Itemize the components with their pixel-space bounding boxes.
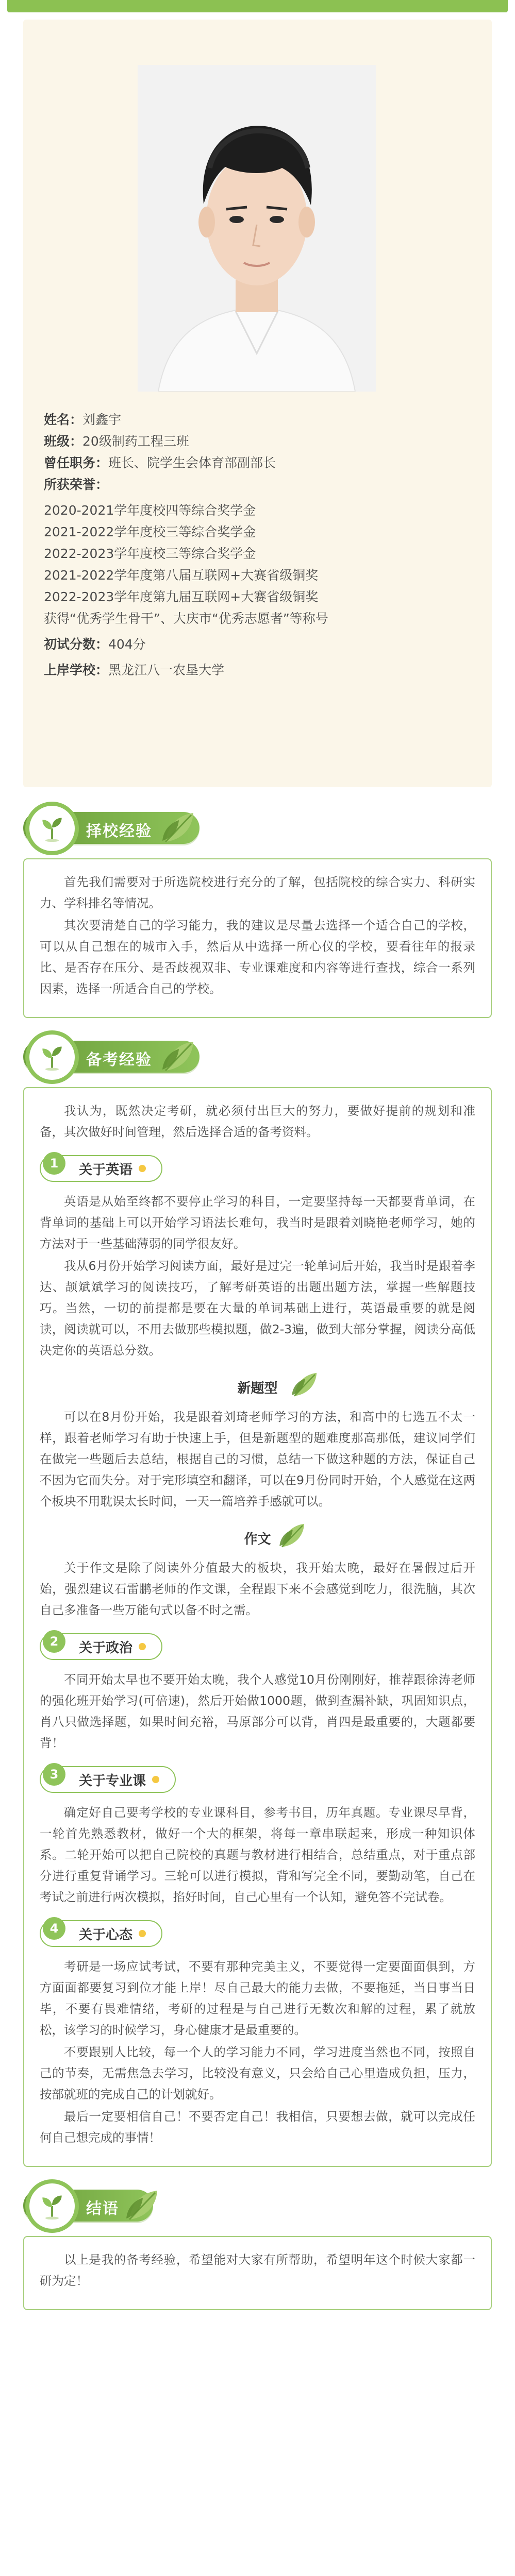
profile-class-row	[44, 431, 471, 452]
leaf-icon	[290, 1370, 319, 1399]
subsection-english	[40, 1150, 475, 1191]
section-title: 备考经验	[86, 1051, 152, 1069]
school-label: 上岸学校：	[44, 663, 109, 677]
paragraph: 以上是我的备考经验，希望能对大家有所帮助，希望明年这个时候大家都一研为定！	[40, 2252, 475, 2288]
subsection-major	[40, 1761, 475, 1802]
profile-score-row	[44, 634, 471, 655]
paragraph: 首先我们需要对于所选院校进行充分的了解，包括院校的综合实力、科研实力、学科排名等情况。	[40, 875, 475, 910]
position-label: 曾任职务：	[44, 455, 109, 470]
section-title: 择校经验	[86, 822, 152, 840]
honor-item: 2021-2022学年度校三等综合奖学金	[44, 524, 256, 539]
minihead-title: 作文	[244, 1532, 271, 1547]
paragraph: 可以在8月份开始，我是跟着刘琦老师学习的方法，和高中的七选五不太一样，跟着老师学习有助于快速上手，但是新题型的题难度那高那低，建议同学们在做完一些题后去总结，根据自己的习惯，总结一下做这种题的方法，保证自己不因为它而失分。对于完形填空和翻译，可以在9月份同时开始，个人感觉在这两个板块不用耽误太长时间，一天一篇培养手感就可以。	[40, 1410, 475, 1509]
minihead-essay	[40, 1517, 475, 1557]
honor-item: 2021-2022学年度第八届互联网+大赛省级铜奖	[44, 568, 319, 583]
subsection-title: 关于政治	[79, 1640, 133, 1656]
score-value: 404分	[108, 637, 146, 652]
honor-item: 获得“优秀学生骨干”、大庆市“优秀志愿者”等称号	[44, 611, 328, 626]
score-label: 初试分数：	[44, 637, 109, 652]
leaf-icon	[160, 1039, 196, 1075]
sprout-icon	[25, 2179, 79, 2233]
top-accent-bar	[7, 0, 508, 12]
subsection-title: 关于英语	[79, 1162, 133, 1178]
prep-content-box	[23, 1087, 492, 2167]
conclusion-content-box	[23, 2236, 492, 2310]
name-value: 刘鑫宇	[82, 412, 122, 427]
section-header-prep	[23, 1027, 492, 1085]
subsection-title: 关于专业课	[79, 1773, 146, 1789]
paragraph: 其次要清楚自己的学习能力，我的建议是尽量去选择一个适合自己的学校，可以从自己想在的城市入手，然后从中选择一所心仪的学校，要看往年的报录比、是否存在压分、是否歧视双非、专业课难度和内容等进行查找，综合一系列因素，选择一所适合自己的学校。	[40, 918, 475, 996]
honor-item: 2022-2023学年度第九届互联网+大赛省级铜奖	[44, 589, 319, 604]
subsection-number: 3	[43, 1763, 65, 1786]
paragraph: 我认为，既然决定考研，就必须付出巨大的努力，要做好提前的规划和准备，其次做好时间管理，然后选择合适的备考资料。	[40, 1104, 475, 1139]
subsection-number: 2	[43, 1630, 65, 1653]
paragraph: 考研是一场应试考试，不要有那种完美主义，不要觉得一定要面面俱到，方方面面都要复习到位才能上岸！尽自己最大的能力去做，不要拖延，当日事当日毕，不要有畏难情绪，考研的过程是与自己进行无数次和解的过程，累了就放松，该学习的时候学习，身心健康才是最重要的。	[40, 1959, 475, 2037]
honor-item: 2020-2021学年度校四等综合奖学金	[44, 503, 256, 518]
subsection-number: 1	[43, 1152, 65, 1175]
paragraph: 不要跟别人比较，每一个人的学习能力不同，学习进度当然也不同，按照自己的节奏，无需焦急去学习，比较没有意义，只会给自己心里造成负担，压力，按部就班的完成自己的计划就好。	[40, 2045, 475, 2102]
position-value: 班长、院学生会体育部副部长	[108, 455, 276, 470]
paragraph: 确定好自己要考学校的专业课科目，参考书目，历年真题。专业课尽早背，一轮首先熟悉教材，做好一个大的框架，将每一章串联起来，形成一种知识体系。二轮开始可以把自己院校的真题与教材进行相结合，总结重点，对于重点部分进行重复背诵学习。三轮可以进行模拟，背和写完全不同，要勤动笔，自己在考试之前进行两次模拟，掐好时间，自己心里有一个认知，避免答不完试卷。	[40, 1805, 475, 1904]
page-content	[23, 20, 492, 2310]
dot-icon	[139, 1165, 146, 1172]
minihead-title: 新题型	[237, 1381, 278, 1396]
honor-item: 2022-2023学年度校三等综合奖学金	[44, 546, 256, 561]
profile-info	[44, 409, 471, 681]
profile-position-row	[44, 452, 471, 474]
section-header-choose	[23, 799, 492, 856]
honors-label: 所获荣誉：	[44, 477, 109, 492]
dot-icon	[139, 1930, 146, 1937]
leaf-icon	[160, 810, 196, 846]
profile-honors-row	[44, 474, 471, 496]
subsection-number: 4	[43, 1917, 65, 1940]
subsection-title: 关于心态	[79, 1927, 133, 1943]
profile-card	[23, 20, 492, 787]
sprout-icon	[25, 802, 79, 855]
name-label: 姓名：	[44, 412, 83, 427]
leaf-icon	[124, 2188, 160, 2224]
dot-icon	[139, 1643, 146, 1650]
section-header-conclusion	[23, 2176, 492, 2234]
profile-photo	[138, 65, 376, 392]
subsection-mindset	[40, 1915, 475, 1956]
paragraph: 英语是从始至终都不要停止学习的科目，一定要坚持每一天都要背单词，在背单词的基础上可以开始学习语法长难句，我当时是跟着刘晓艳老师学习，她的方法对于一些基础薄弱的同学很友好。	[40, 1194, 475, 1251]
sprout-icon	[25, 1030, 79, 1084]
leaf-icon	[278, 1521, 307, 1550]
dot-icon	[152, 1776, 159, 1783]
class-value: 20级制药工程三班	[82, 434, 189, 449]
profile-name-row	[44, 409, 471, 431]
paragraph: 不同开始太早也不要开始太晚，我个人感觉10月份刚刚好，推荐跟徐涛老师的强化班开始学习(可倍速)，然后开始做1000题，做到查漏补缺，巩固知识点，肖八只做选择题，如果时间充裕，马原部分可以背，肖四是最重要的，大题都要背！	[40, 1672, 475, 1750]
school-value: 黑龙江八一农垦大学	[108, 663, 225, 677]
profile-school-row	[44, 659, 471, 681]
subsection-politics	[40, 1628, 475, 1669]
section-title: 结语	[86, 2200, 119, 2218]
choose-content-box	[23, 858, 492, 1018]
paragraph: 最后一定要相信自己！不要否定自己！我相信，只要想去做，就可以完成任何自己想完成的事情！	[40, 2109, 475, 2145]
minihead-new-type	[40, 1366, 475, 1406]
class-label: 班级：	[44, 434, 83, 449]
paragraph: 我从6月份开始学习阅读方面，最好是过完一轮单词后开始，我当时是跟着李达、颉斌斌学习的阅读技巧，了解考研英语的出题出题方法，掌握一些解题技巧。当然，一切的前提都是要在大量的单词基础上进行，英语最重要的就是阅读，阅读就可以，不用去做那些模拟题，做2-3遍，做到大部分掌握，阅读分高低决定你的英语总分数。	[40, 1259, 475, 1358]
paragraph: 关于作文是除了阅读外分值最大的板块，我开始太晚，最好在暑假过后开始，强烈建议石雷鹏老师的作文课，全程跟下来不会感觉到吃力，很洗脑，其次自己多准备一些万能句式以备不时之需。	[40, 1561, 475, 1617]
